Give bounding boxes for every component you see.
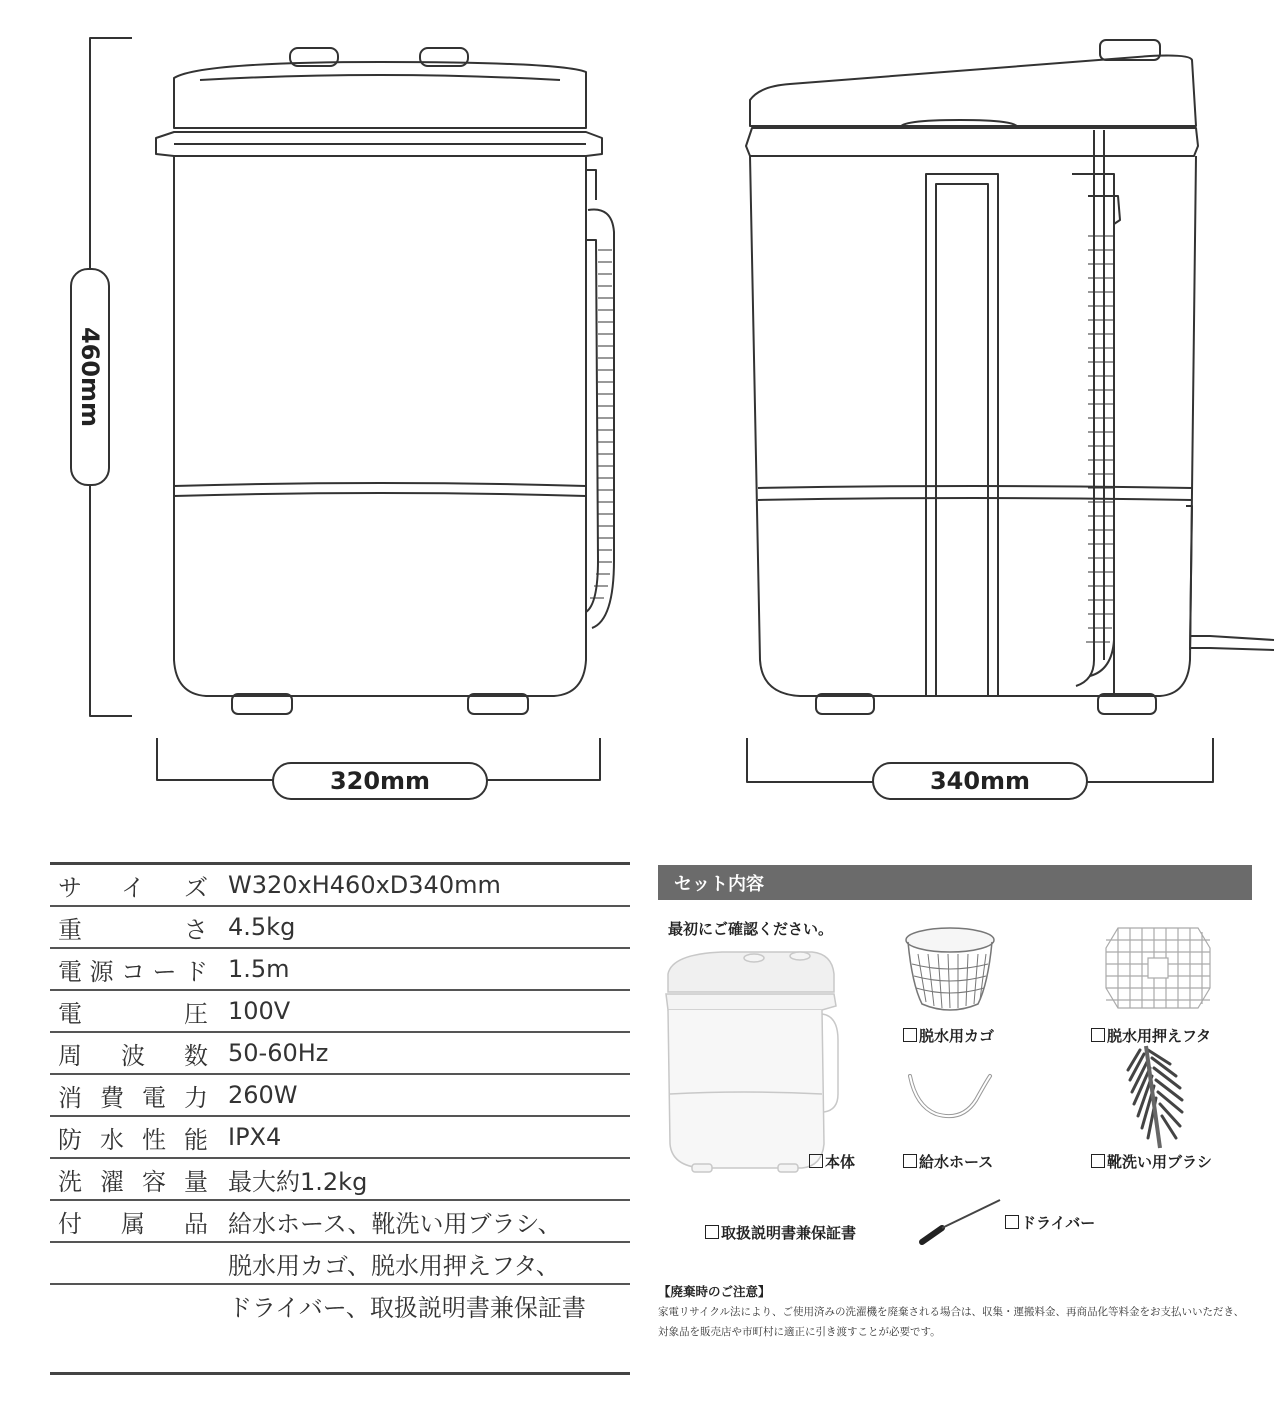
contents-title: セット内容 — [674, 873, 764, 895]
disposal-line-1: 家電リサイクル法により、ご使用済みの洗濯機を廃棄される場合は、収集・運搬料金、再商品化等料金をお支払いいただき、 — [658, 1306, 1245, 1318]
item-water-hose: 給水ホース — [903, 1151, 993, 1172]
spec-row — [50, 1157, 630, 1199]
contents-header — [658, 865, 1252, 900]
checkbox-icon — [1091, 1028, 1105, 1042]
spec-value: 50-60Hz — [228, 1039, 329, 1067]
driver-image — [916, 1196, 1006, 1248]
spec-row — [50, 947, 630, 989]
spec-value: 4.5kg — [228, 913, 296, 941]
spec-label: 洗 濯 容 量 — [58, 1167, 208, 1196]
spec-value: IPX4 — [228, 1123, 282, 1151]
spec-row — [50, 989, 630, 1031]
spec-row — [50, 1241, 630, 1283]
item-driver: ドライバー — [1005, 1212, 1095, 1233]
spec-value: 1.5m — [228, 955, 290, 983]
spin-basket-image — [900, 924, 1000, 1018]
checkbox-icon — [903, 1154, 917, 1168]
disposal-line-2: 対象品を販売店や市町村に適正に引き渡すことが必要です。 — [658, 1326, 941, 1338]
item-main-unit: 本体 — [809, 1151, 855, 1172]
disposal-title: 【廃棄時のご注意】 — [658, 1284, 771, 1299]
spec-value: 100V — [228, 997, 291, 1025]
item-spin-basket: 脱水用カゴ — [903, 1025, 994, 1046]
spec-row — [50, 905, 630, 947]
spec-label: 付 属 品 — [58, 1209, 208, 1238]
checkbox-icon — [1091, 1154, 1105, 1168]
front-view-washer — [156, 48, 614, 714]
front-width-dimension-label — [272, 762, 488, 800]
spec-value: 260W — [228, 1081, 298, 1109]
checkbox-icon — [809, 1154, 823, 1168]
checkbox-icon — [705, 1225, 719, 1239]
spec-value: W320xH460xD340mm — [228, 871, 501, 899]
spec-value: 最大約1.2kg — [228, 1167, 368, 1196]
spec-row — [50, 1031, 630, 1073]
spec-table-bottom-rule — [50, 1372, 630, 1375]
water-hose-image — [902, 1066, 1002, 1126]
side-view-washer — [746, 40, 1274, 714]
spec-label: 重 さ — [58, 915, 208, 944]
spec-value: 給水ホース、靴洗い用ブラシ、 — [228, 1209, 562, 1238]
main-unit-image — [662, 944, 842, 1176]
spec-table — [50, 862, 630, 1325]
side-depth-dimension-label — [872, 762, 1088, 800]
contents-intro: 最初にご確認ください。 — [668, 920, 834, 938]
front-width-dimension-text: 320mm — [329, 767, 431, 795]
spec-row — [50, 1283, 630, 1325]
height-dimension-text: 460mm — [76, 326, 104, 428]
spec-label: 電 圧 — [58, 999, 208, 1028]
front-hose-ribs — [590, 250, 613, 598]
side-hose-ribs — [1086, 236, 1114, 642]
shoe-brush-image — [1110, 1040, 1190, 1152]
item-shoe-brush: 靴洗い用ブラシ — [1091, 1151, 1212, 1172]
spec-value: 脱水用カゴ、脱水用押えフタ、 — [228, 1251, 560, 1280]
checkbox-icon — [1005, 1215, 1019, 1229]
spec-row — [50, 1199, 630, 1241]
spec-label: 消 費 電 力 — [58, 1083, 208, 1112]
checkbox-icon — [903, 1028, 917, 1042]
item-spin-lid: 脱水用押えフタ — [1091, 1025, 1211, 1046]
spec-label: 周 波 数 — [58, 1041, 208, 1070]
spec-row — [50, 1115, 630, 1157]
spin-lid-image — [1098, 918, 1218, 1018]
item-manual: 取扱説明書兼保証書 — [705, 1222, 856, 1243]
side-depth-dimension-text: 340mm — [929, 767, 1031, 795]
spec-row — [50, 862, 630, 905]
spec-label: 防 水 性 能 — [58, 1125, 208, 1154]
spec-row — [50, 1073, 630, 1115]
spec-label: サ イ ズ — [58, 873, 208, 902]
height-dimension-label — [70, 268, 110, 486]
spec-label: 電 源 コ ー ド — [58, 957, 208, 986]
spec-value: ドライバー、取扱説明書兼保証書 — [228, 1293, 586, 1322]
